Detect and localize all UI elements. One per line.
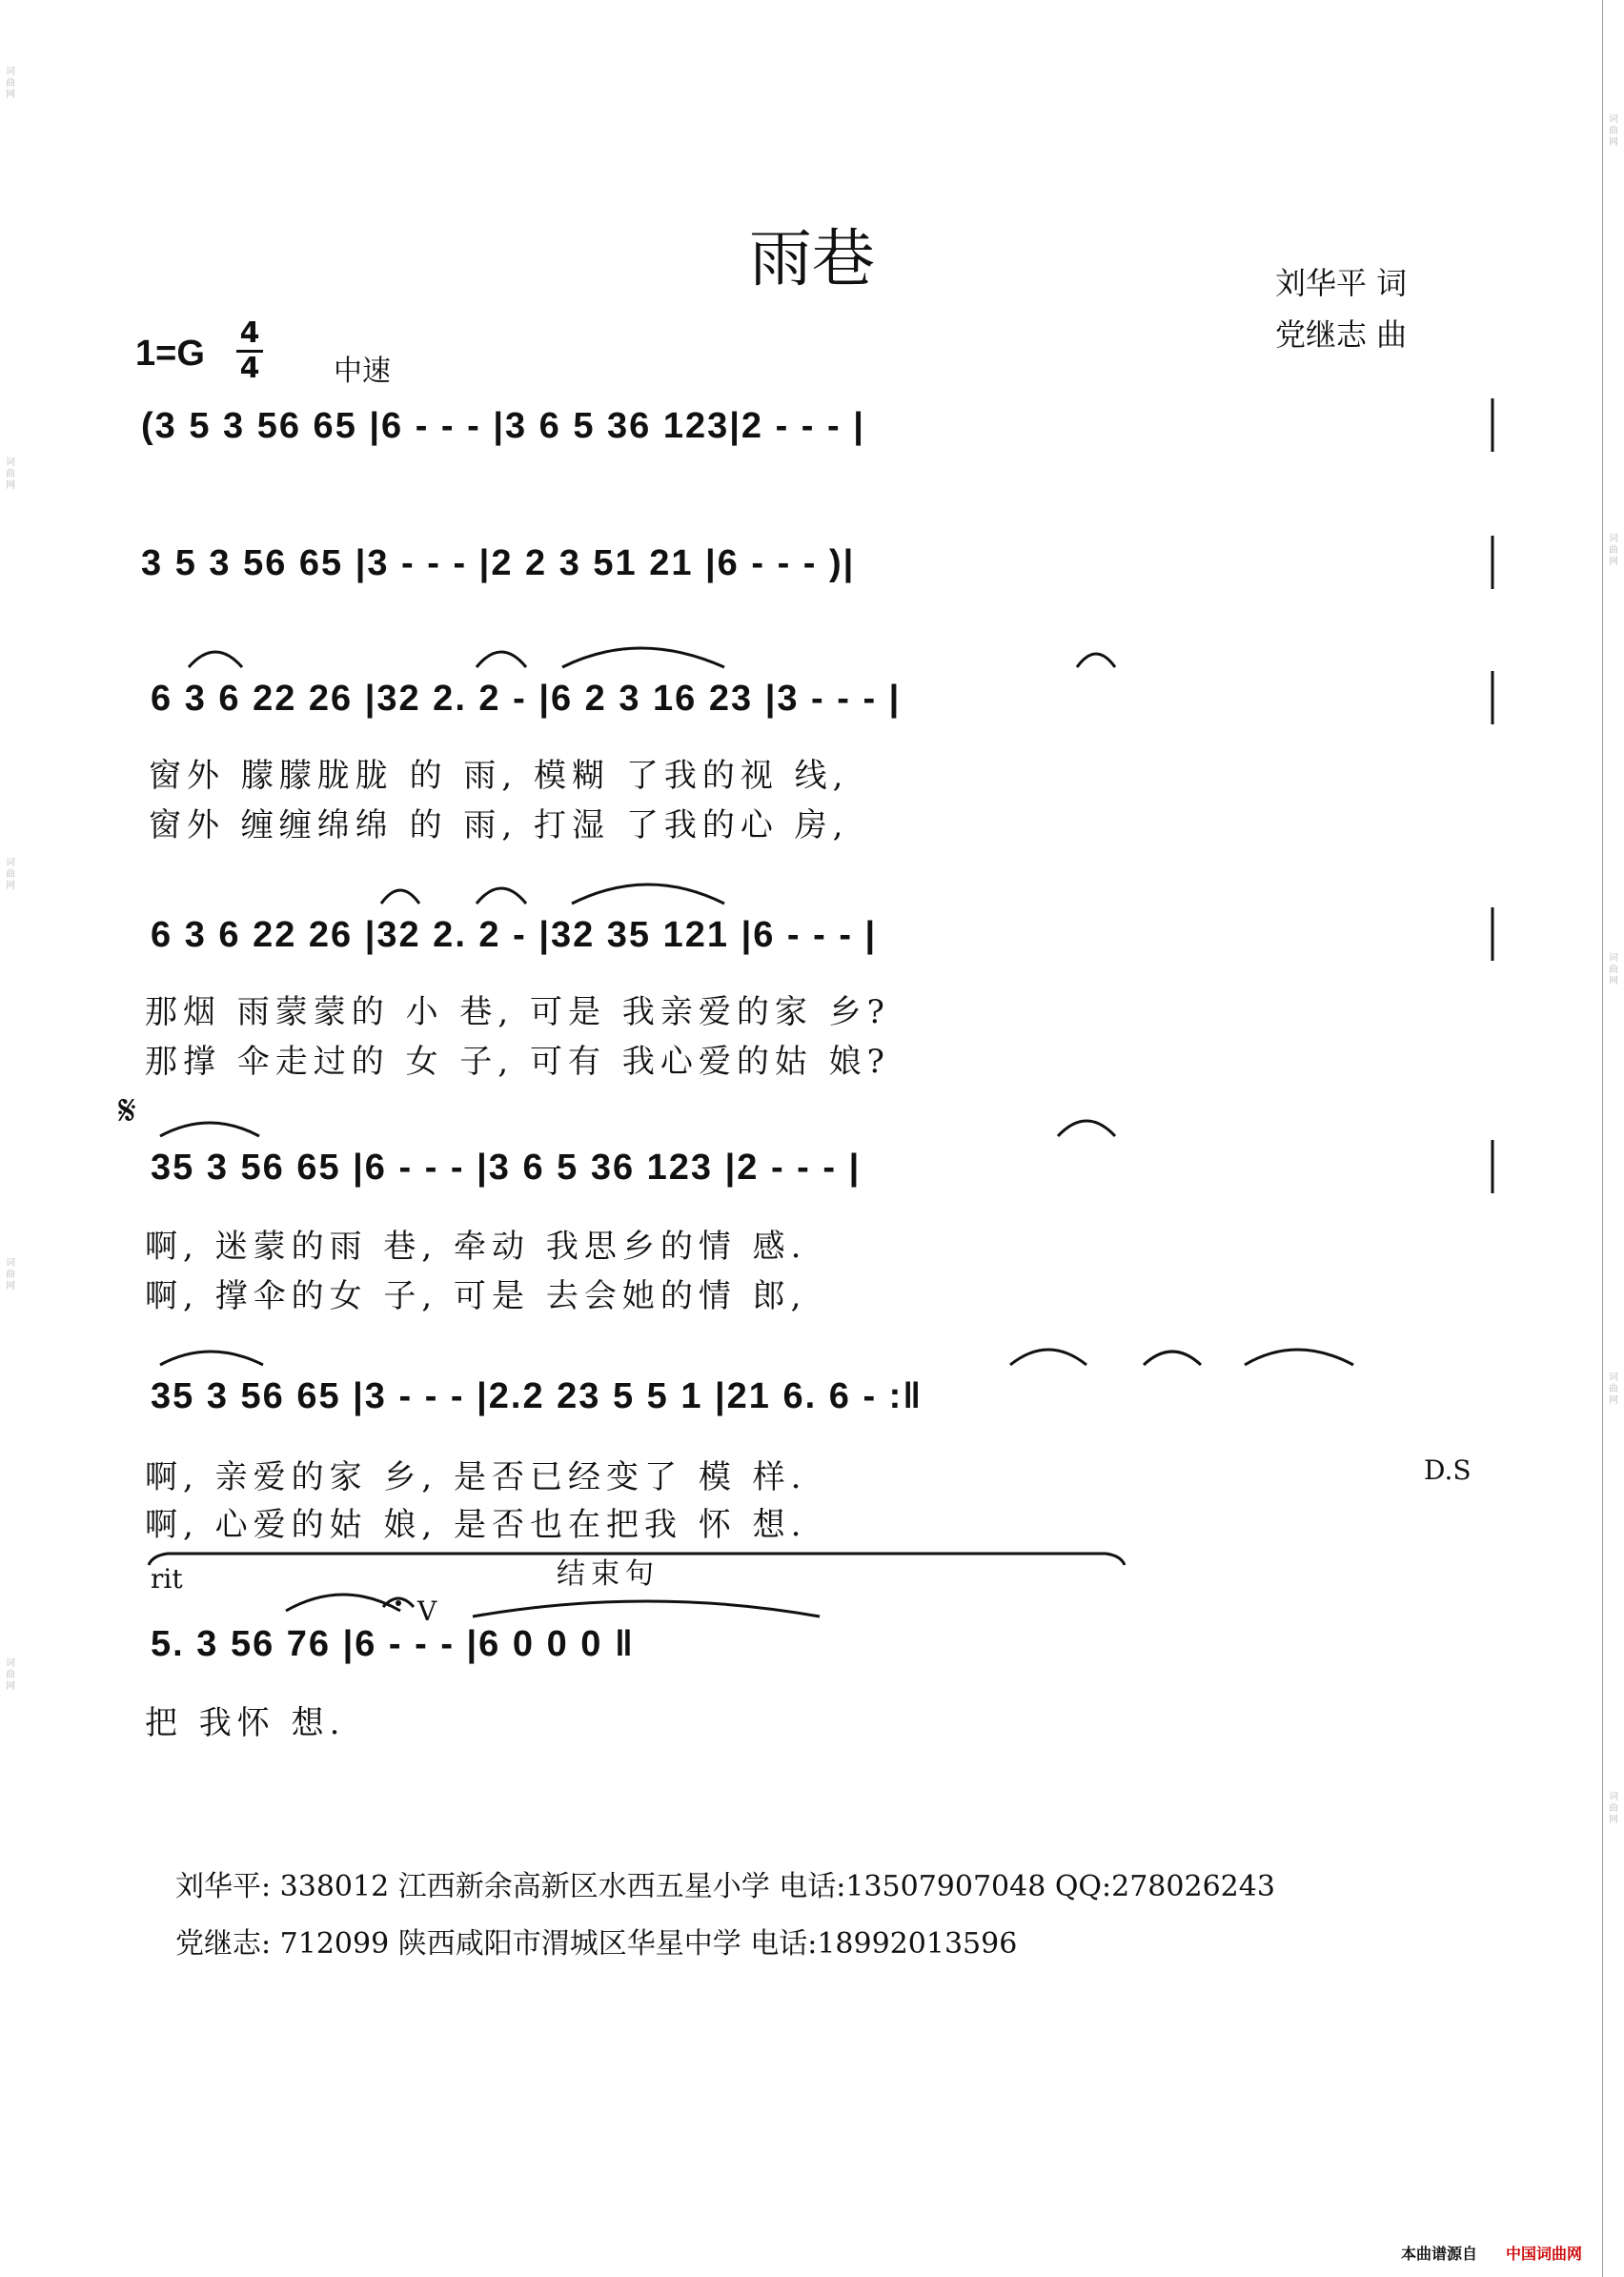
contact-composer: 党继志: 712099 陕西咸阳市渭城区华星中学 电话:18992013596 <box>175 1927 1018 1961</box>
source-prefix: 本曲谱源自 <box>1401 2245 1478 2263</box>
rit-bracket <box>149 1554 1125 1565</box>
watermark-right-4: 词曲网 <box>1609 1372 1618 1406</box>
breath-mark: V <box>417 1596 437 1627</box>
slur <box>381 890 419 904</box>
slur <box>286 1595 400 1611</box>
lyrics-row-7: 把 我怀 想. <box>145 1704 346 1742</box>
time-sig-bottom: 4 <box>239 352 260 385</box>
watermark-left-2: 词曲网 <box>6 457 15 491</box>
slur <box>160 1123 259 1136</box>
lyrics-row-5-verse-2: 啊, 撑伞的女 子, 可是 去会她的情 郎, <box>145 1277 807 1315</box>
slur <box>1144 1352 1201 1365</box>
slur <box>189 652 242 667</box>
slur <box>562 648 724 667</box>
fermata-dot <box>396 1600 401 1606</box>
ds-marking: D.S <box>1424 1454 1472 1486</box>
slur <box>572 884 724 904</box>
watermark-right-2: 词曲网 <box>1609 534 1618 567</box>
slur <box>1077 654 1115 667</box>
song-title: 雨巷 <box>749 222 875 295</box>
notation-row-7: 5. 3 56 76 |6 - - - |6 0 0 0 ‖ <box>151 1624 635 1664</box>
slur <box>1058 1121 1115 1136</box>
watermark-left-3: 词曲网 <box>6 858 15 891</box>
lyrics-row-3-verse-2: 窗外 缠缠绵绵 的 雨, 打湿 了我的心 房, <box>149 806 849 844</box>
watermark-right-1: 词曲网 <box>1609 114 1618 148</box>
segno-sign: 𝄋 <box>118 1087 136 1135</box>
key-signature: 1=G <box>135 334 205 374</box>
watermark-right-5: 词曲网 <box>1609 1792 1618 1825</box>
notation-row-6: 35 3 56 65 |3 - - - |2.2 23 5 5 1 |21 6. 6 - :‖ <box>151 1376 924 1416</box>
slur <box>160 1352 263 1365</box>
notation-row-3: 6 3 6 22 26 |32 2. 2 - |6 2 3 16 23 |3 - - - | <box>151 679 902 719</box>
slur <box>1245 1350 1353 1365</box>
time-sig-top: 4 <box>239 316 260 350</box>
watermark-left-1: 词曲网 <box>6 67 15 100</box>
lyricist-credit: 刘华平 词 <box>1275 265 1408 301</box>
notation-row-2: 3 5 3 56 65 |3 - - - |2 2 3 51 21 |6 - - - )| <box>141 543 856 583</box>
lyrics-row-4-verse-1: 那烟 雨蒙蒙的 小 巷, 可是 我亲爱的家 乡? <box>145 993 890 1031</box>
source-site: 中国词曲网 <box>1506 2245 1583 2263</box>
slur <box>1010 1350 1086 1365</box>
slur <box>473 1601 820 1616</box>
notation-row-1: (3 5 3 56 65 |6 - - - |3 6 5 36 123|2 - - - | <box>141 406 865 446</box>
composer-credit: 党继志 曲 <box>1275 316 1408 353</box>
notation-row-5: 35 3 56 65 |6 - - - |3 6 5 36 123 |2 - - - | <box>151 1148 862 1188</box>
contact-lyricist: 刘华平: 338012 江西新余高新区水西五星小学 电话:13507907048 QQ:278026243 <box>175 1870 1275 1903</box>
ending-label: 结束句 <box>557 1557 660 1591</box>
lyrics-row-3-verse-1: 窗外 朦朦胧胧 的 雨, 模糊 了我的视 线, <box>149 757 849 795</box>
lyrics-row-4-verse-2: 那撑 伞走过的 女 子, 可有 我心爱的姑 娘? <box>145 1043 890 1081</box>
rit-marking: rit <box>151 1563 183 1595</box>
lyrics-row-5-verse-1: 啊, 迷蒙的雨 巷, 牵动 我思乡的情 感. <box>145 1228 807 1266</box>
notation-row-4: 6 3 6 22 26 |32 2. 2 - |32 35 121 |6 - - - | <box>151 915 878 955</box>
lyrics-row-6-verse-1: 啊, 亲爱的家 乡, 是否已经变了 模 样. <box>145 1458 807 1496</box>
watermark-left-5: 词曲网 <box>6 1658 15 1692</box>
watermark-left-4: 词曲网 <box>6 1258 15 1291</box>
lyrics-row-6-verse-2: 啊, 心爱的姑 娘, 是否也在把我 怀 想. <box>145 1506 807 1544</box>
watermark-right-3: 词曲网 <box>1609 953 1618 986</box>
tempo-marking: 中速 <box>334 355 391 388</box>
slur <box>477 888 526 904</box>
slur <box>477 652 526 667</box>
